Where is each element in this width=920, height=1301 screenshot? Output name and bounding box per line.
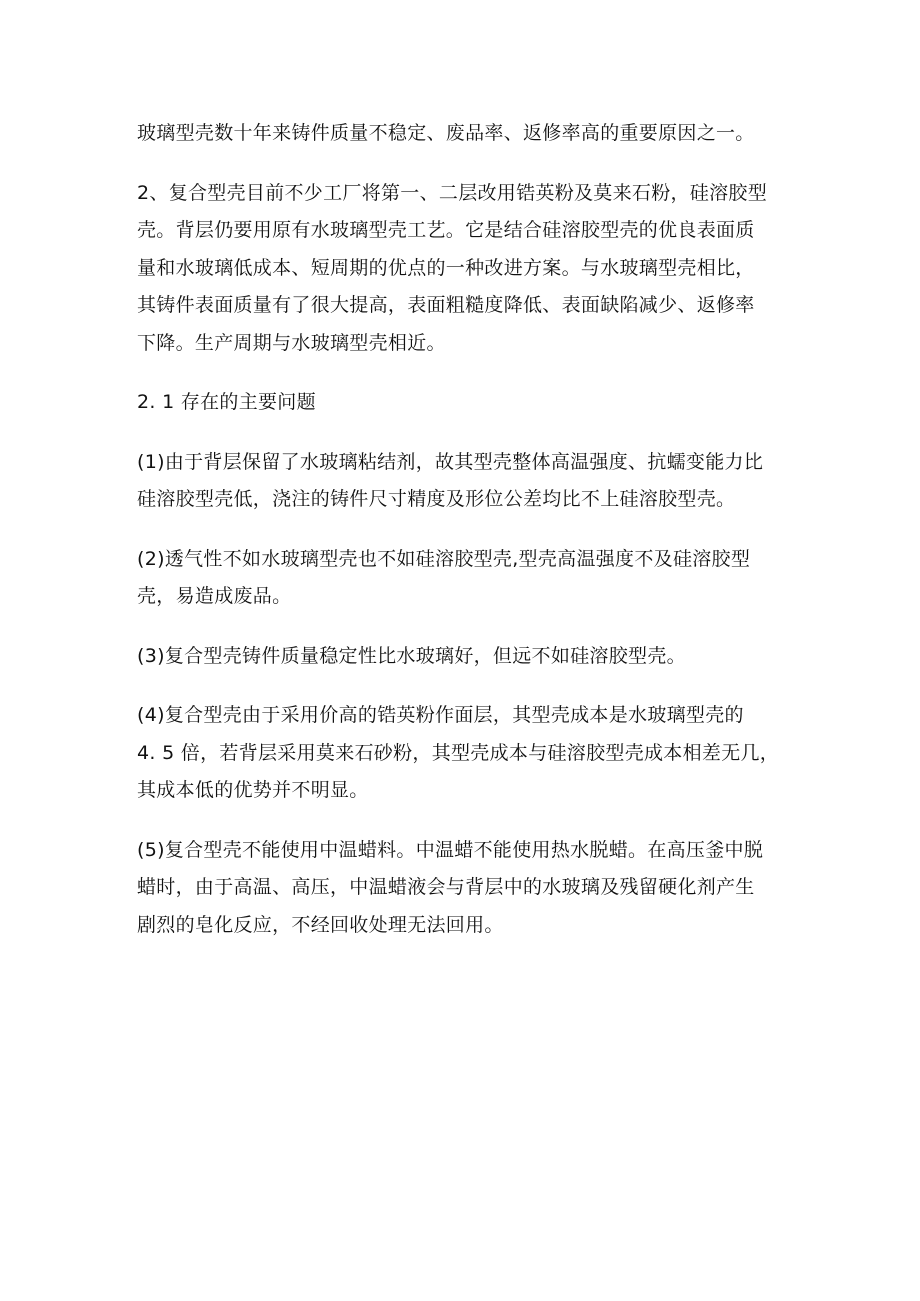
heading-text: 2. 1 存在的主要问题 [137,391,316,413]
document-body [137,115,797,944]
text-line: (1)由于背层保留了水玻璃粘结剂，故其型壳整体高温强度、抗蠕变能力比 [137,450,764,473]
list-item-1 [137,444,797,519]
text-line: 壳。背层仍要用原有水玻璃型壳工艺。它是结合硅溶胶型壳的优良表面质 [137,219,755,241]
list-item-2 [137,541,797,616]
text-line: (3)复合型壳铸件质量稳定性比水玻璃好，但远不如硅溶胶型壳。 [137,644,686,667]
paragraph-continuation [137,115,797,153]
text-line: 壳，易造成废品。 [137,585,292,607]
list-item-3 [137,638,797,676]
text-line: (4)复合型壳由于采用价高的锆英粉作面层，其型壳成本是水玻璃型壳的 [137,704,744,726]
text-line: 剧烈的皂化反应，不经回收处理无法回用。 [137,913,504,936]
section-heading [137,384,797,422]
text-line: 硅溶胶型壳低，浇注的铸件尺寸精度及形位公差均比不上硅溶胶型壳。 [137,488,736,510]
text-line: 玻璃型壳数十年来铸件质量不稳定、废品率、返修率高的重要原因之一。 [137,122,755,144]
text-line: 蜡时，由于高温、高压，中温蜡液会与背层中的水玻璃及残留硬化剂产生 [137,876,755,898]
text-line: 下降。生产周期与水玻璃型壳相近。 [137,331,446,354]
text-line: (2)透气性不如水玻璃型壳也不如硅溶胶型壳,型壳高温强度不及硅溶胶型 [137,547,751,570]
text-line: 2、复合型壳目前不少工厂将第一、二层改用锆英粉及莫来石粉，硅溶胶型 [137,181,767,204]
text-line: 量和水玻璃低成本、短周期的优点的一种改进方案。与水玻璃型壳相比， [137,256,755,279]
text-line: (5)复合型壳不能使用中温蜡料。中温蜡不能使用热水脱蜡。在高压釜中脱 [137,838,764,861]
paragraph-composite-shell [137,175,797,363]
text-line: 其铸件表面质量有了很大提高，表面粗糙度降低、表面缺陷减少、返修率 [137,294,755,316]
text-line: 其成本低的优势并不明显。 [137,779,369,801]
list-item-4 [137,697,797,810]
list-item-5 [137,832,797,945]
text-line: 4. 5 倍，若背层采用莫来石砂粉，其型壳成本与硅溶胶型壳成本相差无几， [137,741,780,764]
